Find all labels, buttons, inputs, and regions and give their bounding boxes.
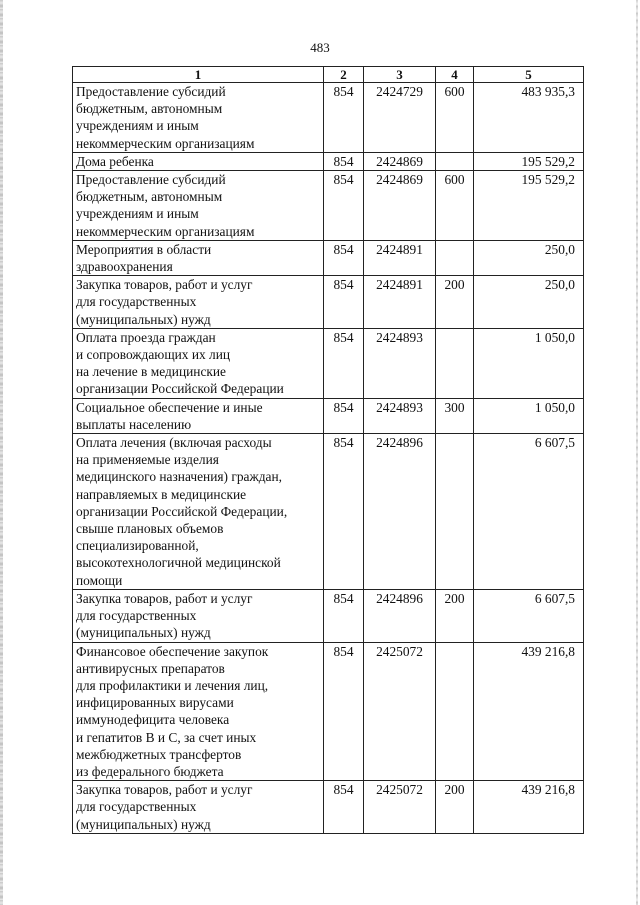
row-article-code: 2424891 bbox=[364, 240, 436, 275]
row-name: Закупка товаров, работ и услуг для государственных (муниципальных) нужд bbox=[73, 589, 324, 642]
row-amount: 439 216,8 bbox=[474, 781, 584, 834]
row-name: Социальное обеспечение и иные выплаты населению bbox=[73, 398, 324, 433]
table-row bbox=[73, 781, 584, 834]
row-type-code: 200 bbox=[436, 276, 474, 329]
row-article-code: 2425072 bbox=[364, 642, 436, 781]
row-name: Дома ребенка bbox=[73, 152, 324, 170]
row-name: Закупка товаров, работ и услуг для государственных (муниципальных) нужд bbox=[73, 781, 324, 834]
table-row bbox=[73, 328, 584, 398]
table-row bbox=[73, 642, 584, 781]
column-header-4: 4 bbox=[436, 67, 474, 83]
row-amount: 1 050,0 bbox=[474, 398, 584, 433]
row-type-code bbox=[436, 328, 474, 398]
row-article-code: 2425072 bbox=[364, 781, 436, 834]
row-article-code: 2424896 bbox=[364, 434, 436, 590]
table-header-row bbox=[73, 67, 584, 83]
column-header-5: 5 bbox=[474, 67, 584, 83]
table-row bbox=[73, 589, 584, 642]
row-article-code: 2424893 bbox=[364, 328, 436, 398]
row-amount: 195 529,2 bbox=[474, 171, 584, 241]
row-ministry-code: 854 bbox=[324, 642, 364, 781]
row-name: Мероприятия в области здравоохранения bbox=[73, 240, 324, 275]
row-ministry-code: 854 bbox=[324, 398, 364, 433]
row-type-code: 200 bbox=[436, 781, 474, 834]
row-amount: 6 607,5 bbox=[474, 434, 584, 590]
table-row bbox=[73, 83, 584, 153]
row-type-code: 600 bbox=[436, 83, 474, 153]
row-amount: 6 607,5 bbox=[474, 589, 584, 642]
row-amount: 439 216,8 bbox=[474, 642, 584, 781]
column-header-3: 3 bbox=[364, 67, 436, 83]
row-type-code: 300 bbox=[436, 398, 474, 433]
row-ministry-code: 854 bbox=[324, 781, 364, 834]
budget-table bbox=[72, 66, 584, 834]
row-ministry-code: 854 bbox=[324, 589, 364, 642]
row-name: Предоставление субсидий бюджетным, автономным учреждениям и иным некоммерческим организациям bbox=[73, 83, 324, 153]
row-name: Финансовое обеспечение закупок антивирусных препаратов для профилактики и лечения лиц, инфицированных вирусами иммунодефицита человека и гепатитов В и С, за счет иных межбюджетных трансфертов из федерального бюджета bbox=[73, 642, 324, 781]
row-article-code: 2424869 bbox=[364, 152, 436, 170]
table-row bbox=[73, 240, 584, 275]
table-row bbox=[73, 276, 584, 329]
row-type-code: 200 bbox=[436, 589, 474, 642]
row-type-code: 600 bbox=[436, 171, 474, 241]
page-number: 483 bbox=[310, 40, 330, 55]
column-header-1: 1 bbox=[73, 67, 324, 83]
row-amount: 250,0 bbox=[474, 276, 584, 329]
row-article-code: 2424729 bbox=[364, 83, 436, 153]
row-amount: 483 935,3 bbox=[474, 83, 584, 153]
row-type-code bbox=[436, 240, 474, 275]
row-article-code: 2424893 bbox=[364, 398, 436, 433]
column-header-2: 2 bbox=[324, 67, 364, 83]
table-row bbox=[73, 171, 584, 241]
row-ministry-code: 854 bbox=[324, 328, 364, 398]
row-ministry-code: 854 bbox=[324, 83, 364, 153]
row-article-code: 2424891 bbox=[364, 276, 436, 329]
row-name: Оплата проезда граждан и сопровождающих их лиц на лечение в медицинские организации Российской Федерации bbox=[73, 328, 324, 398]
row-ministry-code: 854 bbox=[324, 171, 364, 241]
row-amount: 250,0 bbox=[474, 240, 584, 275]
row-amount: 1 050,0 bbox=[474, 328, 584, 398]
table-row bbox=[73, 398, 584, 433]
row-ministry-code: 854 bbox=[324, 152, 364, 170]
scan-edge-left bbox=[0, 0, 3, 905]
row-name: Оплата лечения (включая расходы на применяемые изделия медицинского назначения) граждан, направляемых в медицинские организации Российской Федерации, свыше плановых объемов специализированной, высокотехнологичной медицинской помощи bbox=[73, 434, 324, 590]
row-type-code bbox=[436, 642, 474, 781]
row-name: Закупка товаров, работ и услуг для государственных (муниципальных) нужд bbox=[73, 276, 324, 329]
row-type-code bbox=[436, 152, 474, 170]
row-ministry-code: 854 bbox=[324, 240, 364, 275]
table-row bbox=[73, 152, 584, 170]
row-type-code bbox=[436, 434, 474, 590]
row-amount: 195 529,2 bbox=[474, 152, 584, 170]
row-ministry-code: 854 bbox=[324, 434, 364, 590]
table-row bbox=[73, 434, 584, 590]
row-name: Предоставление субсидий бюджетным, автономным учреждениям и иным некоммерческим организациям bbox=[73, 171, 324, 241]
row-article-code: 2424869 bbox=[364, 171, 436, 241]
row-article-code: 2424896 bbox=[364, 589, 436, 642]
scan-edge-right bbox=[636, 0, 638, 905]
row-ministry-code: 854 bbox=[324, 276, 364, 329]
